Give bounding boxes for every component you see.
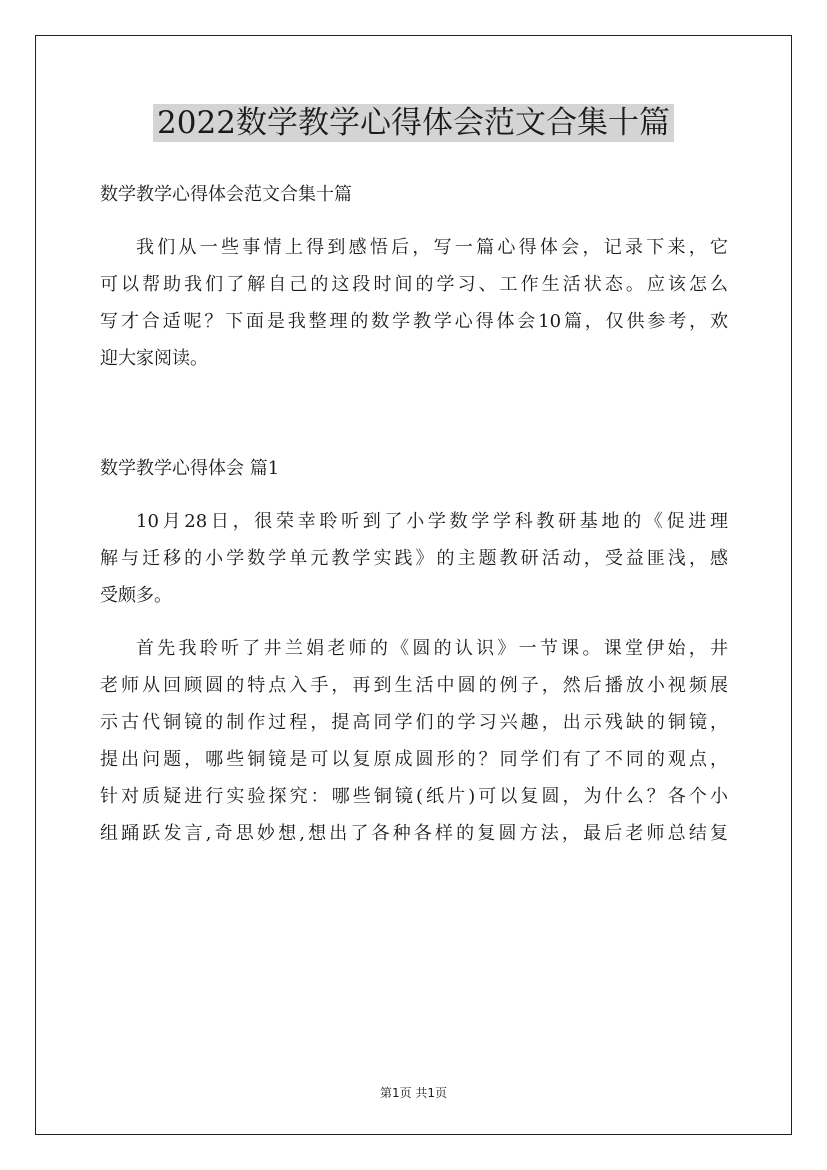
- paragraph-line: 受颇多。: [100, 585, 172, 606]
- section-heading: 数学教学心得体会 篇1: [100, 458, 280, 479]
- paragraph-1: [100, 503, 728, 614]
- paragraph-line: 提出问题，哪些铜镜是可以复原成圆形的？同学们有了不同的观点，: [100, 749, 728, 770]
- intro-line: 可以帮助我们了解自己的这段时间的学习、工作生活状态。应该怎么: [100, 274, 728, 295]
- paragraph-line: 老师从回顾圆的特点入手，再到生活中圆的例子，然后播放小视频展: [100, 675, 728, 696]
- paragraph-line: 解与迁移的小学数学单元教学实践》的主题教研活动，受益匪浅，感: [100, 548, 728, 569]
- paragraph-2: [100, 630, 728, 852]
- intro-paragraph: [100, 229, 728, 377]
- intro-line: 我们从一些事情上得到感悟后，写一篇心得体会，记录下来，它: [136, 237, 728, 258]
- paragraph-line: 组踊跃发言,奇思妙想,想出了各种各样的复圆方法，最后老师总结复: [100, 823, 728, 844]
- intro-line: 写才合适呢？下面是我整理的数学教学心得体会10篇，仅供参考，欢: [100, 311, 728, 332]
- page-footer: [0, 1084, 827, 1101]
- title-container: [0, 104, 827, 142]
- page-number-label: 第1页 共1页: [379, 1086, 448, 1100]
- section-spacer: [100, 393, 728, 450]
- document-title: 2022数学教学心得体会范文合集十篇: [153, 104, 674, 142]
- intro-line: 迎大家阅读。: [100, 348, 208, 369]
- paragraph-line: 针对质疑进行实验探究：哪些铜镜(纸片)可以复圆，为什么？各个小: [100, 786, 728, 807]
- paragraph-line: 首先我聆听了井兰娟老师的《圆的认识》一节课。课堂伊始，井: [136, 638, 728, 659]
- paragraph-line: 10月28日，很荣幸聆听到了小学数学学科教研基地的《促进理: [136, 511, 728, 532]
- document-body: [100, 176, 728, 852]
- document-subtitle: 数学教学心得体会范文合集十篇: [100, 184, 352, 205]
- paragraph-line: 示古代铜镜的制作过程，提高同学们的学习兴趣，出示残缺的铜镜，: [100, 712, 728, 733]
